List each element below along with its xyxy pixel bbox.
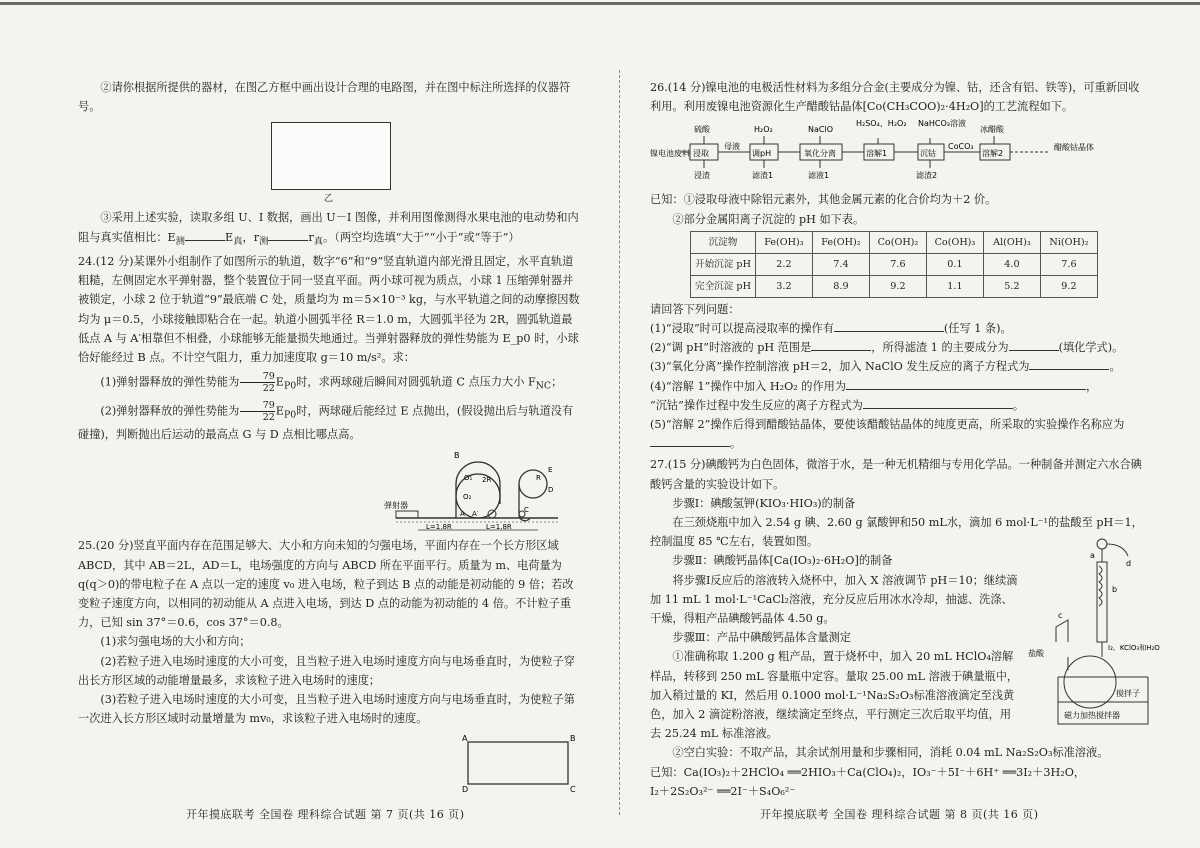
known-1: 已知：①浸取母液中除铝元素外，其他金属元素的化合价均为＋2 价。 xyxy=(650,193,997,207)
svg-text:溶解1: 溶解1 xyxy=(866,149,888,159)
svg-text:搅拌子: 搅拌子 xyxy=(1116,688,1140,698)
q26-text: 26.(14 分)镍电池的电极活性材料为多组分合金(主要成分为镍、钴，还含有铝、铁等)，可重新回收利用。利用废镍电池资源化生产醋酸钴晶体[Co(CH₃COO)₂·4H₂O]的工艺流程如下。 xyxy=(650,81,1140,114)
known-2: ②部分金属阳离子沉淀的 pH 如下表。 xyxy=(672,212,865,226)
table-row: 沉淀物 Fe(OH)₃ Fe(OH)₂ Co(OH)₂ Co(OH)₃ Al(OH)₃ Ni(OH)₂ xyxy=(691,231,1098,253)
label-C: C xyxy=(524,506,529,515)
rect-A: A xyxy=(462,734,468,744)
rect-C: C xyxy=(570,785,576,795)
q23-part3: ③采用上述实验，读取多组 U、I 数据，画出 U－I 图像，并利用图像测得水果电池的电动势和内阻与真实值相比：$E_测$ $E_真$，$r_测$ $r_真$。（两空均选填“大于”“小于”或“等于”） xyxy=(78,211,579,247)
svg-text:盐酸: 盐酸 xyxy=(1028,648,1044,658)
step2-title: 步骤Ⅱ：碘酸钙晶体[Ca(IO₃)₂·6H₂O]的制备 xyxy=(672,554,893,568)
q25-part3: (3)若粒子进入电场时速度的大小可变，且当粒子进入电场时速度方向与电场垂直时，为使粒子第一次进入长方形区域时动量增量为 mv₀，求该粒子进入电场时的速度。 xyxy=(78,692,575,726)
label-launcher: 弹射器 xyxy=(384,501,408,511)
q26-part4b: “沉钴”操作过程中发生反应的离子方程式为 。 xyxy=(650,398,1025,412)
q24-part1: (1)弹射器释放的弹性势能为 $\frac{79}{22}$ $E_{P0}$时，求两球碰后瞬间对圆弧轨道 C 点压力大小 $F_{NC}$； xyxy=(100,371,563,395)
label-A-prime: A′ xyxy=(472,510,479,519)
q24-part2: (2)弹射器释放的弹性势能为 $\frac{79}{22}$ $E_{P0}$时，两球碰后能经过 E 点抛出，(假设抛出后与轨道没有碰撞)，判断抛出后运动的最高点 G 与 D 点相比哪点高。 xyxy=(78,400,574,442)
table-row: 开始沉淀 pH 2.2 7.4 7.6 0.1 4.0 7.6 xyxy=(691,253,1098,275)
svg-text:c: c xyxy=(1058,610,1063,620)
label-D: D xyxy=(548,486,554,495)
svg-text:醋酸钴晶体: 醋酸钴晶体 xyxy=(1054,143,1094,153)
svg-text:d: d xyxy=(1126,558,1132,568)
step2-text: 将步骤Ⅰ反应后的溶液转入烧杯中，加入 X 溶液调节 pH＝10；继续滴加 11 mL 1 mol·L⁻¹CaCl₂溶液，充分反应后用冰水冷却，抽滤、洗涤、干燥，得粗产品碘酸钙晶体 4.50 g。 xyxy=(650,573,1018,626)
q24-text: 24.(12 分)某课外小组制作了如图所示的轨道，数字“6”和“9”竖直轨道内部光滑且固定，水平直轨道粗糙，左侧固定水平弹射器，整个装置位于同一竖直平面。两小球可视为质点，小球 1 压缩弹射器并被锁定，小球 2 位于轨道“9”最底端 C 处，质量均为 m＝5×10⁻³ kg，与水平轨道之间的动摩擦因数均为 μ＝0.5，小球接触即粘合在一起。轨道小圆弧半径 R＝1.0 m，大圆弧半径为 2R，圆弧轨道最低点 A 与 A′相靠但不相叠，小球能够无能量损失地通过。当弹射器释放的弹性势能为 E_p0 时，小球恰好能经过 B 点。不计空气阻力，重力加速度取 g＝10 m/s²。求： xyxy=(78,255,580,365)
footer-right: 开年摸底联考 全国卷 理科综合试题 第 8 页(共 16 页) xyxy=(760,808,1039,821)
equation-2: I₂＋2S₂O₃²⁻ ══2I⁻＋S₄O₆²⁻ xyxy=(650,784,796,798)
rect-D: D xyxy=(462,785,469,795)
label-O2: O₂ xyxy=(463,493,472,502)
q26-part3: (3)“氧化分离”操作控制溶液 pH＝2，加入 NaClO 发生反应的离子方程式为 。 xyxy=(650,360,1121,374)
label-B: B xyxy=(454,451,460,461)
label-L2: L=1.8R xyxy=(486,523,512,532)
svg-text:CoCO₃: CoCO₃ xyxy=(948,142,974,152)
right-page xyxy=(650,78,1160,801)
svg-text:硫酸: 硫酸 xyxy=(694,125,710,135)
step3-title: 步骤Ⅲ：产品中碘酸钙晶体含量测定 xyxy=(672,631,851,645)
table-row: 完全沉淀 pH 3.2 8.9 9.2 1.1 5.2 9.2 xyxy=(691,275,1098,297)
svg-text:浸取: 浸取 xyxy=(693,149,709,159)
fig-yi-caption: 乙 xyxy=(324,194,334,205)
svg-text:I₂、KClO₃和H₂O: I₂、KClO₃和H₂O xyxy=(1108,643,1160,652)
apparatus-figure xyxy=(1028,532,1160,742)
svg-text:溶解2: 溶解2 xyxy=(982,149,1004,159)
svg-text:滤液1: 滤液1 xyxy=(808,171,830,181)
step3-blank-test: ②空白实验：不取产品，其余试剂用量和步骤相同，消耗 0.04 mL Na₂S₂O₃标准溶液。 xyxy=(672,746,1109,760)
q27-text: 27.(15 分)碘酸钙为白色固体，微溶于水，是一种无机精细与专用化学品。一种制备并测定六水合碘酸钙含量的实验设计如下。 xyxy=(650,458,1142,491)
label-A: A xyxy=(460,510,465,519)
equation-1: 已知：Ca(IO₃)₂＋2HClO₄ ══2HIO₃＋Ca(ClO₄)₂，IO₃⁻＋5I⁻＋6H⁺ ══3I₂＋3H₂O， xyxy=(650,765,1086,779)
svg-text:沉钴: 沉钴 xyxy=(920,149,936,159)
svg-text:调pH: 调pH xyxy=(752,149,772,159)
scan-edge xyxy=(0,2,1200,5)
svg-text:母液: 母液 xyxy=(724,142,740,152)
svg-text:H₂SO₄、H₂O₂: H₂SO₄、H₂O₂ xyxy=(856,119,907,129)
svg-text:浸渣: 浸渣 xyxy=(694,171,710,181)
step1-title: 步骤Ⅰ：碘酸氢钾(KIO₃·HIO₃)的制备 xyxy=(672,496,856,510)
label-O1: O₁ xyxy=(464,474,473,483)
svg-text:磁力加热搅拌器: 磁力加热搅拌器 xyxy=(1064,710,1120,720)
q25-part1: (1)求匀强电场的大小和方向； xyxy=(100,635,251,649)
circuit-box xyxy=(271,122,391,190)
svg-text:滤渣1: 滤渣1 xyxy=(752,171,774,181)
rect-B: B xyxy=(570,734,576,744)
svg-text:b: b xyxy=(1112,584,1118,594)
q23-part2: ②请你根据所提供的器材，在图乙方框中画出设计合理的电路图，并在图中标注所选择的仪器符号。 xyxy=(78,81,571,114)
svg-text:氧化分离: 氧化分离 xyxy=(804,149,836,159)
q26-intro: 请回答下列问题： xyxy=(650,302,740,316)
svg-text:NaClO: NaClO xyxy=(808,125,833,135)
page-divider xyxy=(619,70,620,815)
svg-text:冰醋酸: 冰醋酸 xyxy=(980,125,1004,135)
track-figure xyxy=(78,444,583,536)
step1-text: 在三颈烧瓶中加入 2.54 g 碘、2.60 g 氯酸钾和50 mL水，滴加 6 mol·L⁻¹的盐酸至 pH＝1，控制温度 85 ℃左右，装置如图。 xyxy=(650,516,1143,549)
left-page xyxy=(78,78,583,795)
flow-start: 镍电池废料 xyxy=(650,149,690,159)
q25-part2: (2)若粒子进入电场时速度的大小可变，且当粒子进入电场时速度方向与电场垂直时，为使粒子穿出长方形区域的动能增量最多，求该粒子进入电场时的速度； xyxy=(78,654,575,687)
step3-text: ①准确称取 1.200 g 粗产品，置于烧杯中，加入 20 mL HClO₄溶解样品，转移到 250 mL 容量瓶中定容。量取 25.00 mL 溶液于碘量瓶中，加入稍过量的 KI，然后用 0.1000 mol·L⁻¹Na₂S₂O₃标准溶液滴定至浅黄色，加入 2 滴淀粉溶液，继续滴定至终点，平行测定三次后取平均值，用去 25.24 mL 标准溶液。 xyxy=(650,650,1019,741)
q26-part4: (4)“溶解 1”操作中加入 H₂O₂ 的作用为 ， xyxy=(650,379,1098,393)
process-flow xyxy=(650,116,1147,190)
q26-part2: (2)“调 pH”时溶液的 pH 范围是 ，所得滤渣 1 的主要成分为 (填化学式)。 xyxy=(650,341,1124,355)
label-L1: L=1.8R xyxy=(426,523,452,532)
rectangle-figure xyxy=(78,732,583,795)
svg-text:NaHCO₃溶液: NaHCO₃溶液 xyxy=(918,119,966,129)
label-E: E xyxy=(548,466,553,475)
label-R: R xyxy=(536,474,541,483)
label-2R: 2R xyxy=(482,476,492,485)
footer-left: 开年摸底联考 全国卷 理科综合试题 第 7 页(共 16 页) xyxy=(186,808,465,821)
svg-text:H₂O₂: H₂O₂ xyxy=(754,125,773,135)
ph-table xyxy=(690,231,1098,298)
q26-part1: (1)“浸取”时可以提高浸取率的操作有 (任写 1 条)。 xyxy=(650,322,1012,336)
q26-part5: (5)“溶解 2”操作后得到醋酸钴晶体，要使该醋酸钴晶体的纯度更高，所采取的实验操作名称应为。 xyxy=(650,418,1125,451)
svg-text:滤渣2: 滤渣2 xyxy=(916,171,938,181)
svg-text:a: a xyxy=(1090,550,1095,560)
q25-text: 25.(20 分)竖直平面内存在范围足够大、大小和方向未知的匀强电场，平面内存在一个长方形区域 ABCD，其中 AB＝2L，AD＝L，电场强度的方向与 ABCD 所在平面平行。质量为 m、电荷量为 q(q＞0)的带电粒子在 A 点以一定的速度 v₀ 进入电场，粒子到达 B 点的动能是初动能的 9 倍；若改变粒子速度方向，以相同的初动能从 A 点进入电场，到达 D 点的动能为初动能的 4 倍。不计粒子重力，已知 sin 37°＝0.6，cos 37°＝0.8。 xyxy=(78,539,574,630)
fig-yi-area xyxy=(78,116,583,208)
q27-steps xyxy=(650,494,1160,744)
